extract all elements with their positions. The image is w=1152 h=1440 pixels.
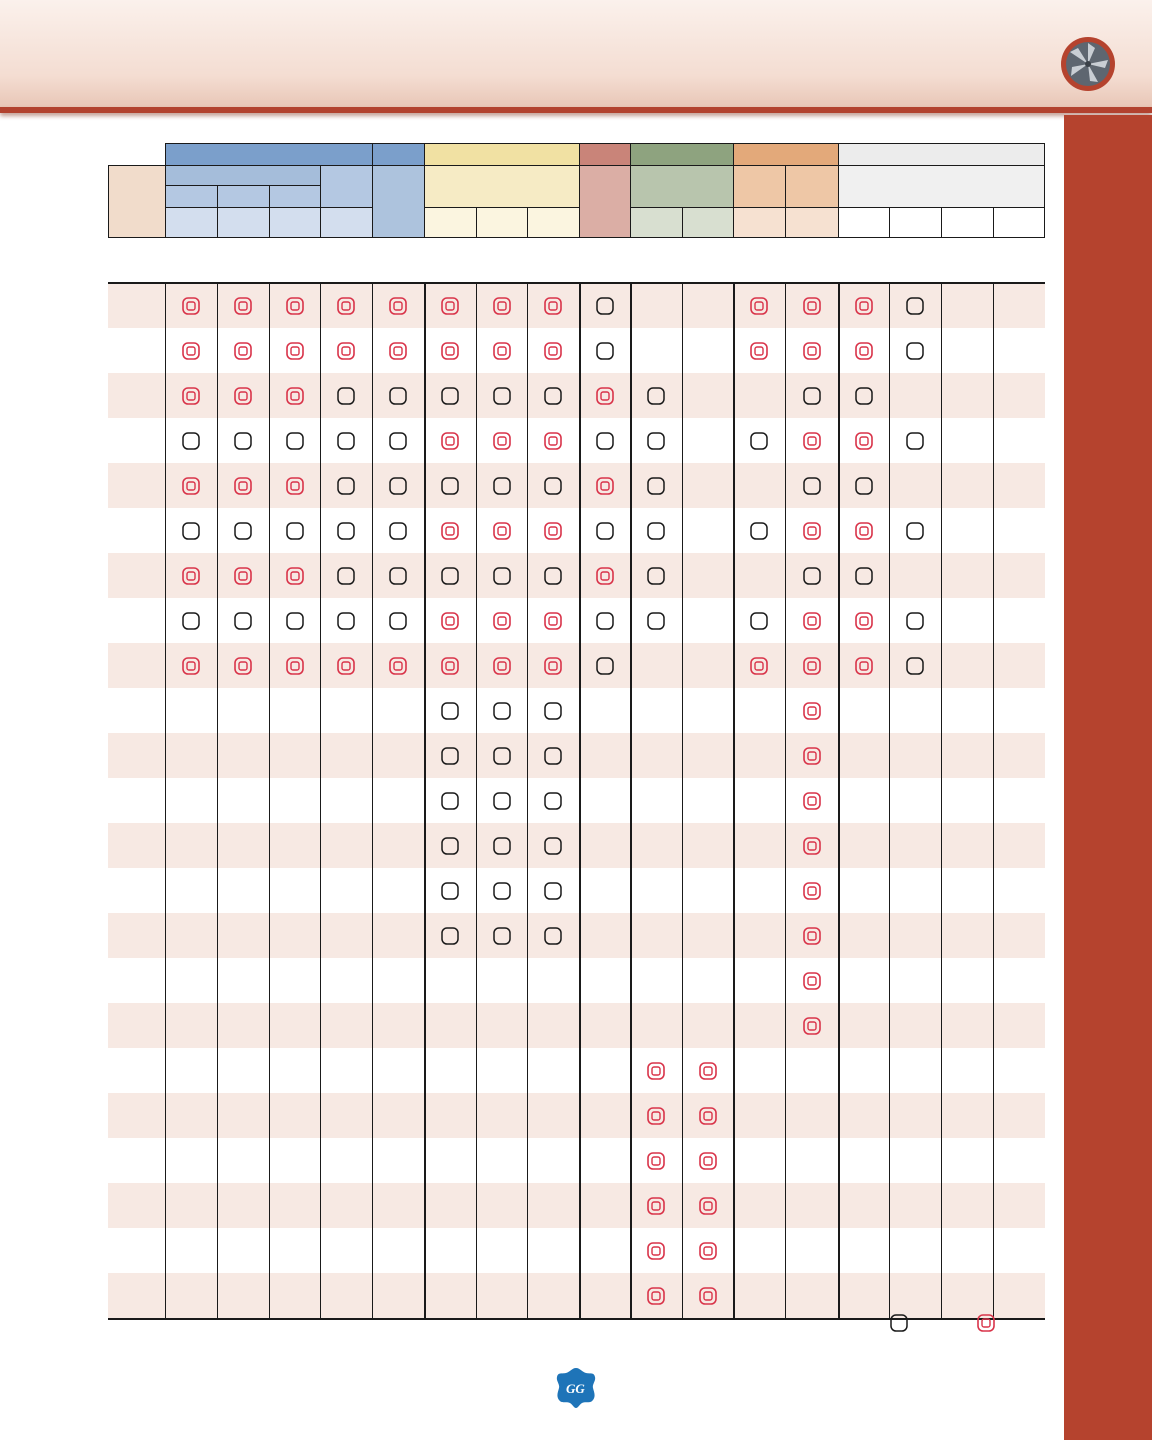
red-double-square-icon <box>646 1106 666 1126</box>
red-double-square-icon <box>492 296 512 316</box>
outlined-square-icon <box>749 431 769 451</box>
red-double-square-icon <box>285 341 305 361</box>
red-double-square-icon <box>749 656 769 676</box>
outlined-square-icon <box>854 566 874 586</box>
subgroup-header <box>838 166 1045 207</box>
outlined-square-icon <box>285 521 305 541</box>
column-header <box>682 207 733 237</box>
outlined-square-icon <box>905 341 925 361</box>
red-double-square-icon <box>233 386 253 406</box>
red-double-square-icon <box>285 386 305 406</box>
red-double-square-icon <box>646 1151 666 1171</box>
column-header <box>889 207 941 237</box>
header-divider <box>424 143 425 238</box>
header-divider <box>733 143 734 238</box>
outlined-square-icon <box>646 476 666 496</box>
red-double-square-icon <box>698 1106 718 1126</box>
red-double-square-icon <box>440 296 460 316</box>
outlined-square-icon <box>889 1313 909 1338</box>
red-double-square-icon <box>854 656 874 676</box>
end-mill-icon <box>1060 36 1116 92</box>
outlined-square-icon <box>646 431 666 451</box>
subgroup-header <box>269 185 320 207</box>
column-header <box>476 207 527 237</box>
top-banner <box>0 0 1152 108</box>
outlined-square-icon <box>336 476 356 496</box>
red-double-square-icon <box>233 296 253 316</box>
column-header <box>733 207 785 237</box>
outlined-square-icon <box>905 296 925 316</box>
column-header <box>630 207 682 237</box>
outlined-square-icon <box>646 566 666 586</box>
red-double-square-icon <box>181 476 201 496</box>
outlined-square-icon <box>543 881 563 901</box>
red-double-square-icon <box>646 1061 666 1081</box>
outlined-square-icon <box>905 656 925 676</box>
red-double-square-icon <box>854 431 874 451</box>
outlined-square-icon <box>336 566 356 586</box>
red-double-square-icon <box>233 656 253 676</box>
outlined-square-icon <box>543 701 563 721</box>
red-double-square-icon <box>802 926 822 946</box>
red-double-square-icon <box>595 476 615 496</box>
outlined-square-icon <box>388 521 408 541</box>
header-edge <box>108 166 109 238</box>
outlined-square-icon <box>905 521 925 541</box>
outlined-square-icon <box>802 566 822 586</box>
outlined-square-icon <box>388 386 408 406</box>
outlined-square-icon <box>543 926 563 946</box>
header-divider <box>372 143 373 238</box>
outlined-square-icon <box>181 431 201 451</box>
red-double-square-icon <box>181 386 201 406</box>
red-double-square-icon <box>698 1151 718 1171</box>
outlined-square-icon <box>646 521 666 541</box>
header-rule <box>165 185 320 186</box>
header-divider <box>682 207 683 238</box>
red-double-square-icon <box>802 1016 822 1036</box>
column-header <box>217 207 269 237</box>
outlined-square-icon <box>440 836 460 856</box>
outlined-square-icon <box>492 701 512 721</box>
outlined-square-icon <box>233 521 253 541</box>
subgroup-header <box>320 166 372 207</box>
outlined-square-icon <box>492 926 512 946</box>
outlined-square-icon <box>492 476 512 496</box>
subgroup-header <box>217 185 269 207</box>
red-double-square-icon <box>181 296 201 316</box>
outlined-square-icon <box>440 386 460 406</box>
column-divider <box>785 283 786 1318</box>
header-divider <box>630 143 631 238</box>
outlined-square-icon <box>492 881 512 901</box>
subgroup-header <box>372 166 424 237</box>
red-double-square-icon <box>646 1241 666 1261</box>
red-double-square-icon <box>440 656 460 676</box>
red-double-square-icon <box>802 791 822 811</box>
red-double-square-icon <box>749 341 769 361</box>
table-row <box>108 913 1045 958</box>
red-double-square-icon <box>440 611 460 631</box>
red-double-square-icon <box>388 296 408 316</box>
outlined-square-icon <box>285 431 305 451</box>
logo-monogram: GG <box>566 1381 585 1396</box>
header-edge <box>1044 143 1045 238</box>
outlined-square-icon <box>543 836 563 856</box>
header-divider <box>165 143 166 238</box>
red-double-square-icon <box>698 1241 718 1261</box>
red-double-square-icon <box>749 296 769 316</box>
column-divider <box>217 283 218 1318</box>
red-double-square-icon <box>492 431 512 451</box>
red-double-square-icon <box>336 296 356 316</box>
column-header <box>320 207 372 237</box>
outlined-square-icon <box>905 431 925 451</box>
table-row <box>108 1093 1045 1138</box>
header-group-band <box>630 143 733 165</box>
subgroup-header <box>630 166 733 207</box>
red-double-square-icon <box>543 611 563 631</box>
outlined-square-icon <box>492 836 512 856</box>
outlined-square-icon <box>336 611 356 631</box>
column-divider <box>579 283 581 1318</box>
header-group-band <box>733 143 838 165</box>
table-row <box>108 1183 1045 1228</box>
outlined-square-icon <box>749 611 769 631</box>
red-double-square-icon <box>285 296 305 316</box>
outlined-square-icon <box>492 746 512 766</box>
outlined-square-icon <box>388 476 408 496</box>
column-divider <box>320 283 321 1318</box>
red-double-square-icon <box>854 341 874 361</box>
outlined-square-icon <box>802 386 822 406</box>
outlined-square-icon <box>854 386 874 406</box>
red-double-square-icon <box>802 521 822 541</box>
red-double-square-icon <box>181 566 201 586</box>
outlined-square-icon <box>336 521 356 541</box>
header-top-rule <box>165 143 1045 144</box>
red-double-square-icon <box>802 296 822 316</box>
red-double-square-icon <box>543 296 563 316</box>
outlined-square-icon <box>595 656 615 676</box>
table-row <box>108 1228 1045 1273</box>
outlined-square-icon <box>543 746 563 766</box>
red-double-square-icon <box>854 296 874 316</box>
red-double-square-icon <box>543 521 563 541</box>
table-row <box>108 733 1045 778</box>
column-header <box>993 207 1045 237</box>
outlined-square-icon <box>285 611 305 631</box>
table-row <box>108 1003 1045 1048</box>
red-double-square-icon <box>440 521 460 541</box>
outlined-square-icon <box>492 566 512 586</box>
column-header <box>269 207 320 237</box>
red-double-square-icon <box>854 521 874 541</box>
red-double-square-icon <box>388 341 408 361</box>
table-row <box>108 1138 1045 1183</box>
outlined-square-icon <box>181 521 201 541</box>
header-divider <box>527 207 528 238</box>
outlined-square-icon <box>595 341 615 361</box>
red-double-square-icon <box>646 1286 666 1306</box>
red-double-square-icon <box>181 656 201 676</box>
column-divider <box>941 283 942 1318</box>
header-divider <box>579 143 580 238</box>
column-divider <box>269 283 270 1318</box>
column-divider <box>372 283 373 1318</box>
outlined-square-icon <box>233 611 253 631</box>
outlined-square-icon <box>233 431 253 451</box>
outlined-square-icon <box>595 521 615 541</box>
header-divider <box>476 207 477 238</box>
outlined-square-icon <box>905 611 925 631</box>
red-double-square-icon <box>181 341 201 361</box>
red-double-square-icon <box>285 566 305 586</box>
header-divider <box>269 185 270 238</box>
table-row <box>108 778 1045 823</box>
red-double-square-icon <box>440 431 460 451</box>
table-row <box>108 1273 1045 1318</box>
red-double-square-icon <box>646 1196 666 1216</box>
red-double-square-icon <box>492 341 512 361</box>
column-divider <box>993 283 994 1318</box>
red-double-square-icon <box>854 611 874 631</box>
header-divider <box>993 207 994 238</box>
outlined-square-icon <box>181 611 201 631</box>
subgroup-header <box>733 166 785 207</box>
header-divider <box>941 207 942 238</box>
subgroup-header <box>785 166 838 207</box>
column-header <box>838 207 889 237</box>
column-divider <box>630 283 632 1318</box>
outlined-square-icon <box>802 476 822 496</box>
red-double-square-icon <box>336 341 356 361</box>
red-double-square-icon <box>543 341 563 361</box>
column-header <box>527 207 579 237</box>
red-double-square-icon <box>595 386 615 406</box>
row-label-header <box>108 166 165 237</box>
red-double-square-icon <box>492 656 512 676</box>
red-double-square-icon <box>802 341 822 361</box>
header-divider <box>785 166 786 238</box>
red-double-square-icon <box>802 431 822 451</box>
table-row <box>108 688 1045 733</box>
outlined-square-icon <box>440 701 460 721</box>
red-double-square-icon <box>233 476 253 496</box>
header-group-band <box>579 143 630 165</box>
outlined-square-icon <box>595 611 615 631</box>
red-double-square-icon <box>802 746 822 766</box>
outlined-square-icon <box>646 386 666 406</box>
outlined-square-icon <box>440 476 460 496</box>
red-double-square-icon <box>802 656 822 676</box>
header-group-band <box>424 143 579 165</box>
header-divider <box>320 166 321 238</box>
subgroup-header <box>165 166 320 185</box>
column-divider <box>889 283 890 1318</box>
outlined-square-icon <box>492 386 512 406</box>
red-double-square-icon <box>233 566 253 586</box>
red-double-square-icon <box>285 656 305 676</box>
column-divider <box>682 283 683 1318</box>
column-divider <box>476 283 477 1318</box>
red-double-square-icon <box>698 1196 718 1216</box>
red-double-square-icon <box>492 611 512 631</box>
outlined-square-icon <box>749 521 769 541</box>
outlined-square-icon <box>595 431 615 451</box>
red-double-square-icon <box>388 656 408 676</box>
column-header <box>165 207 217 237</box>
column-divider <box>165 283 166 1318</box>
column-header <box>785 207 838 237</box>
red-double-square-icon <box>802 836 822 856</box>
red-double-square-icon <box>233 341 253 361</box>
table-top-rule <box>108 282 1045 284</box>
column-divider <box>527 283 528 1318</box>
column-header <box>424 207 476 237</box>
header-divider <box>838 143 839 238</box>
red-double-square-icon <box>802 971 822 991</box>
table-row <box>108 1048 1045 1093</box>
outlined-square-icon <box>440 881 460 901</box>
column-divider <box>733 283 735 1318</box>
outlined-square-icon <box>388 611 408 631</box>
outlined-square-icon <box>543 476 563 496</box>
outlined-square-icon <box>440 566 460 586</box>
table-row <box>108 823 1045 868</box>
side-tab <box>1064 115 1152 1440</box>
column-header <box>941 207 993 237</box>
red-double-square-icon <box>698 1286 718 1306</box>
red-double-square-icon <box>543 656 563 676</box>
red-double-square-icon <box>976 1313 996 1338</box>
outlined-square-icon <box>388 566 408 586</box>
red-double-square-icon <box>595 566 615 586</box>
outlined-square-icon <box>440 926 460 946</box>
outlined-square-icon <box>440 791 460 811</box>
red-double-square-icon <box>802 611 822 631</box>
outlined-square-icon <box>854 476 874 496</box>
banner-rule <box>0 107 1152 113</box>
table-row <box>108 868 1045 913</box>
outlined-square-icon <box>336 431 356 451</box>
outlined-square-icon <box>388 431 408 451</box>
red-double-square-icon <box>543 431 563 451</box>
subgroup-header <box>165 185 217 207</box>
column-divider <box>424 283 426 1318</box>
header-rule <box>424 207 579 208</box>
header-group-band <box>165 143 424 165</box>
outlined-square-icon <box>492 791 512 811</box>
outlined-square-icon <box>543 791 563 811</box>
red-double-square-icon <box>802 881 822 901</box>
subgroup-header <box>424 166 579 207</box>
outlined-square-icon <box>440 746 460 766</box>
red-double-square-icon <box>285 476 305 496</box>
outlined-square-icon <box>543 386 563 406</box>
outlined-square-icon <box>595 296 615 316</box>
outlined-square-icon <box>543 566 563 586</box>
red-double-square-icon <box>492 521 512 541</box>
header-group-band <box>838 143 1045 165</box>
red-double-square-icon <box>440 341 460 361</box>
subgroup-header <box>579 166 630 237</box>
header-bottom-rule <box>108 237 1045 238</box>
header-divider <box>217 185 218 238</box>
column-divider <box>838 283 840 1318</box>
red-double-square-icon <box>802 701 822 721</box>
red-double-square-icon <box>698 1061 718 1081</box>
header-divider <box>889 207 890 238</box>
red-double-square-icon <box>336 656 356 676</box>
outlined-square-icon <box>336 386 356 406</box>
outlined-square-icon <box>646 611 666 631</box>
table-row <box>108 958 1045 1003</box>
